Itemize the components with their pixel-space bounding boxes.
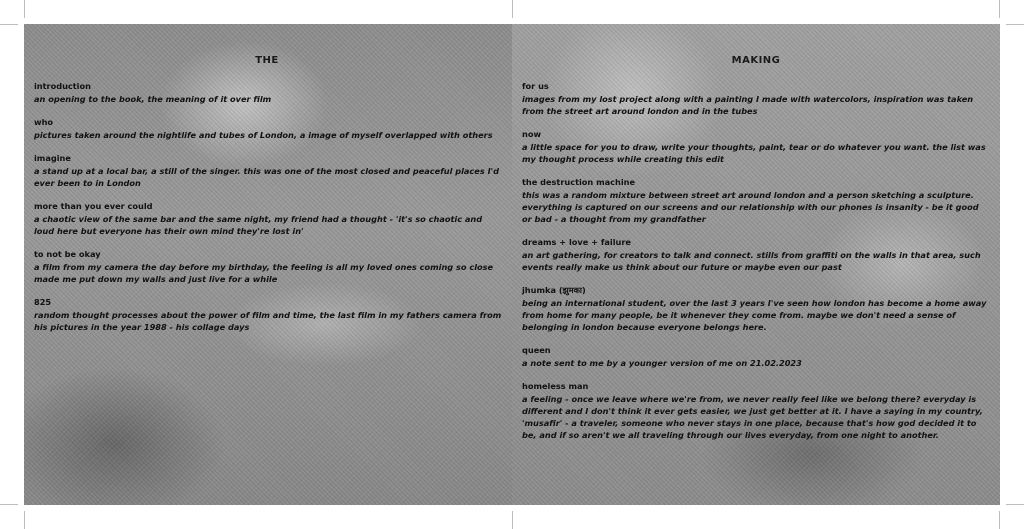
entry-heading: to not be okay — [34, 249, 101, 259]
entry-heading: who — [34, 117, 54, 127]
entry-description: a stand up at a local bar, a still of the singer. this was one of the most closed and peaceful places I'd ever been to in London — [34, 166, 499, 188]
list-item — [522, 285, 990, 333]
crop-mark — [0, 504, 18, 505]
crop-mark — [999, 0, 1000, 18]
entry-heading: more than you ever could — [34, 201, 153, 211]
list-item — [522, 81, 990, 117]
entry-description: a chaotic view of the same bar and the same night, my friend had a thought - 'it's so chaotic and loud here but everyone has their own mind they're lost in' — [34, 214, 483, 236]
crop-mark — [512, 511, 513, 529]
page-title: MAKING — [731, 55, 781, 66]
entry-list — [522, 81, 990, 453]
entry-description: an opening to the book, the meaning of it over film — [34, 94, 272, 104]
crop-mark — [1006, 504, 1024, 505]
list-item — [522, 345, 990, 369]
list-item — [34, 81, 502, 105]
list-item — [34, 297, 502, 333]
entry-heading: jhumka (झुमका) — [522, 285, 586, 295]
entry-description: a little space for you to draw, write your thoughts, paint, tear or do whatever you want. the list was my thought process while creating this edit — [522, 142, 986, 164]
page-title: THE — [255, 55, 279, 66]
entry-description: this was a random mixture between street art around london and a person sketching a sculpture. everything is captured on our screens and our relationship with our phones is insanity - be it good or bad - a thought from my grandfather — [522, 190, 979, 224]
list-item — [522, 177, 990, 225]
crop-mark — [1006, 24, 1024, 25]
entry-description: pictures taken around the nightlife and tubes of London, a image of myself overlapped with others — [34, 130, 493, 140]
list-item — [34, 153, 502, 189]
entry-heading: 825 — [34, 297, 52, 307]
entry-heading: dreams + love + failure — [522, 237, 631, 247]
list-item — [34, 249, 502, 285]
entry-description: random thought processes about the power of film and time, the last film in my fathers camera from his pictures in the year 1988 - his collage days — [34, 310, 502, 332]
crop-mark — [24, 511, 25, 529]
crop-mark — [512, 0, 513, 18]
right-page — [512, 24, 1000, 505]
entry-heading: for us — [522, 81, 549, 91]
entry-heading: now — [522, 129, 542, 139]
entry-heading: queen — [522, 345, 551, 355]
entry-heading: homeless man — [522, 381, 589, 391]
entry-description: a feeling - once we leave where we're from, we never really feel like we belong there? everyday is different and I don't think it ever gets easier, we just get better at it. I have a saying in my country, 'musafir' - a traveler, someone who never stays in one place, because that's how god decided it to be, and if so aren't we all traveling through our lives everyday, from one night to another. — [522, 394, 983, 440]
crop-mark — [0, 24, 18, 25]
crop-mark — [24, 0, 25, 18]
list-item — [522, 381, 990, 441]
entry-description: images from my lost project along with a painting I made with watercolors, inspiration was taken from the street art around london and in the tubes — [522, 94, 974, 116]
entry-heading: imagine — [34, 153, 71, 163]
entry-description: an art gathering, for creators to talk and connect. stills from graffiti on the walls in that area, such events really make us think about our future or maybe even our past — [522, 250, 981, 272]
entry-description: a note sent to me by a younger version of me on 21.02.2023 — [522, 358, 802, 368]
left-page — [24, 24, 512, 505]
entry-description: being an international student, over the last 3 years I've seen how london has become a home away from home for many people, be it whenever they come from. maybe we don't need a sense of belonging in london because everyone belongs here. — [522, 298, 987, 332]
entry-list — [34, 81, 502, 345]
list-item — [34, 117, 502, 141]
list-item — [522, 129, 990, 165]
crop-mark — [999, 511, 1000, 529]
list-item — [34, 201, 502, 237]
entry-heading: introduction — [34, 81, 91, 91]
entry-description: a film from my camera the day before my birthday, the feeling is all my loved ones coming so close made me put down my walls and just live for a while — [34, 262, 494, 284]
list-item — [522, 237, 990, 273]
entry-heading: the destruction machine — [522, 177, 636, 187]
